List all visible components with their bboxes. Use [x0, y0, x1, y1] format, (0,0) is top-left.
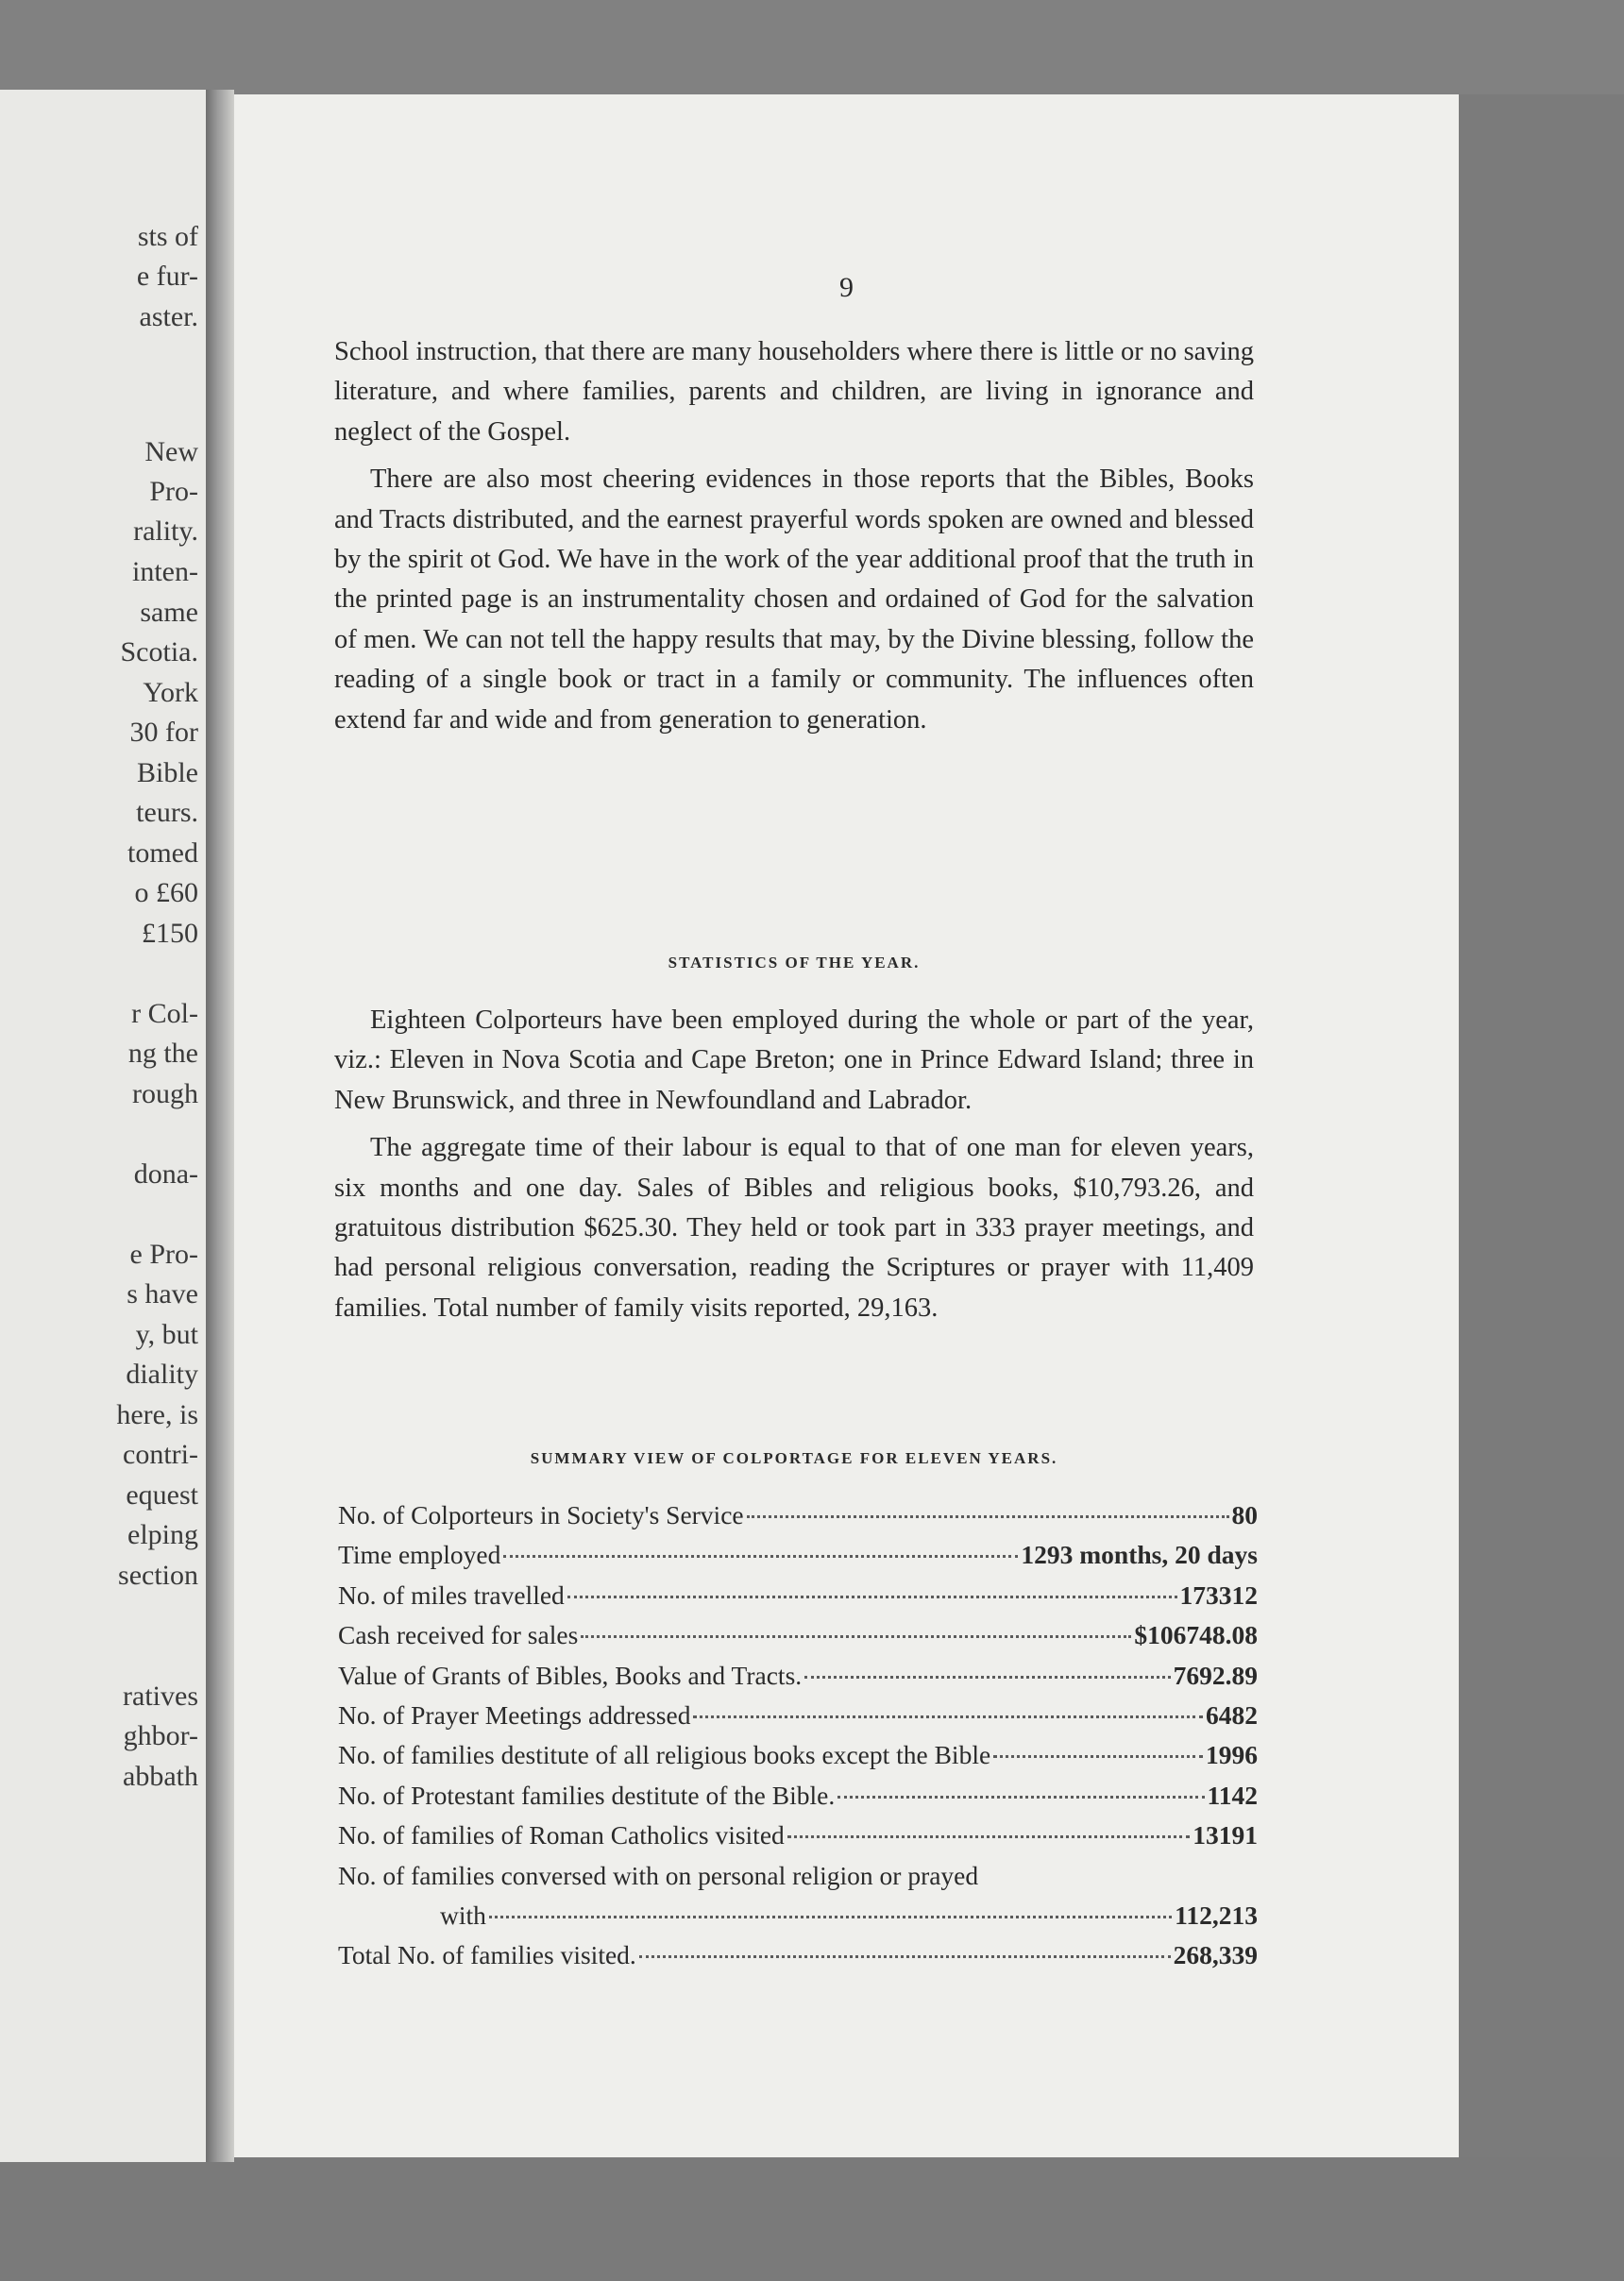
summary-row-value: 112,213: [1175, 1900, 1258, 1930]
leader-dots: [567, 1596, 1177, 1598]
page-number: 9: [839, 272, 854, 303]
leader-dots: [787, 1835, 1190, 1838]
left-page-text-fragment: abbath: [123, 1761, 198, 1792]
summary-row-total: [338, 1935, 1258, 1975]
summary-row-label: No. of Colporteurs in Society's Service: [338, 1500, 744, 1529]
left-page-text-fragment: s have: [127, 1278, 198, 1309]
scan-background-bottom: [0, 2157, 1624, 2281]
leader-dots: [993, 1755, 1203, 1758]
summary-row-value: 1996: [1206, 1740, 1258, 1770]
leader-dots: [804, 1676, 1170, 1679]
left-page-text-fragment: ng the: [127, 1038, 198, 1069]
left-page-text-fragment: Scotia.: [120, 636, 198, 667]
left-page-text-fragment: rough: [132, 1078, 198, 1109]
left-page-text-fragment: elping: [127, 1519, 198, 1550]
summary-row-label: No. of Prayer Meetings addressed: [338, 1699, 691, 1730]
summary-row-label: No. of families of Roman Catholics visited: [338, 1820, 785, 1850]
statistics-heading: STATISTICS OF THE YEAR.: [668, 954, 921, 972]
summary-row-label: No. of families conversed with on personal religion or prayed: [338, 1860, 979, 1890]
left-page-text-fragment: sts of: [137, 221, 198, 252]
left-page-text-fragment: section: [118, 1560, 198, 1591]
left-page-text-fragment: dona-: [133, 1158, 198, 1190]
summary-row-value: 1142: [1207, 1780, 1258, 1810]
summary-row-label: No. of Protestant families destitute of the Bible.: [338, 1780, 836, 1810]
paragraph-1: School instruction, that there are many householders where there is little or no saving literature, and where families, parents and children, are living in ignorance and neglect of the Gospel.: [334, 337, 1254, 447]
left-page-text-fragment: contri-: [123, 1439, 198, 1470]
book-gutter: [206, 90, 234, 2162]
summary-row-conversed-cont: [338, 1896, 1258, 1935]
right-page: [234, 94, 1459, 2157]
scan-background-top: [0, 0, 1624, 94]
left-page-text-fragment: teurs.: [136, 797, 198, 828]
left-page-text-fragment: 30 for: [129, 717, 198, 748]
leader-dots: [837, 1796, 1204, 1799]
summary-row: [338, 1535, 1258, 1575]
summary-row-label: Cash received for sales: [338, 1620, 579, 1650]
summary-row: [338, 1696, 1258, 1735]
summary-row-value: $106748.08: [1134, 1620, 1258, 1650]
leader-dots: [489, 1916, 1172, 1918]
left-page-text-fragment: ratives: [123, 1681, 198, 1712]
leader-dots: [639, 1955, 1171, 1958]
summary-row-label: Time employed: [338, 1540, 501, 1570]
summary-row-value: 6482: [1206, 1699, 1258, 1730]
summary-row-label: No. of families destitute of all religious books except the Bible: [338, 1740, 991, 1770]
summary-row-value: 173312: [1179, 1580, 1258, 1610]
left-page-text-fragment: inten-: [132, 556, 198, 587]
summary-row: [338, 1656, 1258, 1696]
left-page-text-fragment: rality.: [133, 515, 198, 547]
left-page-text-fragment: New: [144, 436, 198, 467]
summary-total-value: 268,339: [1173, 1940, 1258, 1970]
left-page-text-fragment: y, but: [135, 1319, 198, 1350]
summary-table: [338, 1495, 1258, 1976]
summary-heading: SUMMARY VIEW OF COLPORTAGE FOR ELEVEN YEARS.: [530, 1449, 1058, 1467]
summary-row-label: Value of Grants of Bibles, Books and Tracts.: [338, 1660, 803, 1690]
left-page-text-fragment: o £60: [134, 877, 198, 908]
summary-row-label-cont: with: [440, 1900, 486, 1930]
body-text: [334, 332, 1254, 740]
left-page-edge: [0, 90, 206, 2162]
left-page-text-fragment: here, is: [116, 1399, 198, 1430]
left-page-text-fragment: £150: [142, 918, 198, 949]
left-page-text-fragment: Bible: [137, 757, 198, 788]
leader-dots: [693, 1715, 1203, 1718]
left-page-text-fragment: e fur-: [136, 261, 198, 292]
summary-row: [338, 1615, 1258, 1655]
statistics-text: [334, 1001, 1254, 1328]
summary-row-value: 80: [1231, 1500, 1258, 1529]
summary-row-label: No. of miles travelled: [338, 1580, 565, 1610]
left-page-text-fragment: diality: [126, 1359, 198, 1390]
summary-row: [338, 1735, 1258, 1775]
paragraph-2: There are also most cheering evidences in those reports that the Bibles, Books and Tracts distributed, and the earnest prayerful words spoken are owned and blessed by the spirit ot God. We have in the work of the year additional proof that the truth in the printed page is an instrumentality chosen and ordained of God for the salvation of men. We can not tell the happy results that may, by the Divine blessing, follow the reading of a single book or tract in a family or community. The influences often extend far and wide and from generation to generation.: [334, 465, 1254, 735]
summary-row-value: 13191: [1193, 1820, 1258, 1850]
left-page-text-fragment: ghbor-: [123, 1720, 198, 1751]
left-page-text-fragment: equest: [126, 1479, 198, 1511]
left-page-text-fragment: aster.: [139, 301, 198, 332]
leader-dots: [747, 1515, 1229, 1518]
summary-row: [338, 1816, 1258, 1855]
left-page-text-fragment: York: [143, 677, 198, 708]
leader-dots: [581, 1635, 1131, 1638]
left-page-text-fragment: same: [140, 597, 198, 628]
left-page-text-fragment: Pro-: [149, 476, 198, 507]
statistics-paragraph-1: Eighteen Colporteurs have been employed during the whole or part of the year, viz.: Eleven in Nova Scotia and Cape Breton; one in Prince Edward Island; three in New Brunswick, and three in Newfoundland and Labrador.: [334, 1005, 1254, 1115]
left-page-text-fragment: r Col-: [131, 998, 198, 1029]
left-page-text-fragment: e Pro-: [129, 1239, 198, 1270]
summary-row-value: 7692.89: [1173, 1660, 1258, 1690]
leader-dots: [503, 1555, 1018, 1558]
summary-row: [338, 1495, 1258, 1535]
left-page-text-fragment: tomed: [127, 837, 198, 869]
summary-row: [338, 1776, 1258, 1816]
summary-row: [338, 1576, 1258, 1615]
summary-row-conversed: [338, 1856, 1258, 1896]
summary-row-value: 1293 months, 20 days: [1021, 1540, 1258, 1570]
summary-total-label: Total No. of families visited.: [338, 1940, 636, 1970]
statistics-paragraph-2: The aggregate time of their labour is equal to that of one man for eleven years, six months and one day. Sales of Bibles and religious books, $10,793.26, and gratuitous distribution $625.30. They held or took part in 333 prayer meetings, and had personal religious conversation, reading the Scriptures or prayer with 11,409 families. Total number of family visits reported, 29,163.: [334, 1133, 1254, 1323]
